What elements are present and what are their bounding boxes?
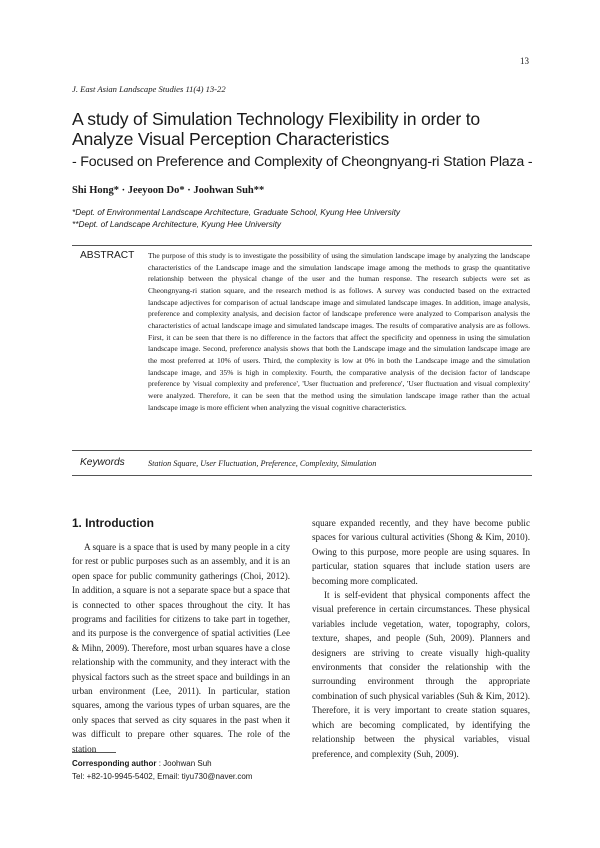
- keywords-text: Station Square, User Fluctuation, Preference, Complexity, Simulation: [148, 459, 377, 468]
- abstract-label: ABSTRACT: [80, 250, 135, 261]
- paper-title: A study of Simulation Technology Flexibility in order to Analyze Visual Perception Characteristics: [72, 109, 481, 149]
- body-paragraph: square expanded recently, and they have become public spaces for various cultural activities (Shong & Kim, 2010). Owing to this purpose, more people are using squares. In particular, station squares that include station users are becoming more complicated.: [312, 518, 530, 586]
- affiliation-line: **Dept. of Landscape Architecture, Kyung Hee University: [72, 218, 282, 229]
- body-column-left: [72, 540, 290, 756]
- affiliation-line: *Dept. of Environmental Landscape Architecture, Graduate School, Kyung Hee University: [72, 207, 401, 217]
- footnote-rule: [72, 752, 116, 753]
- corresponding-author-name: : Joohwan Suh: [158, 759, 212, 768]
- journal-reference: J. East Asian Landscape Studies 11(4) 13-22: [72, 84, 226, 94]
- abstract-top-rule: [72, 245, 532, 246]
- author-list: Shi Hong* · Jeeyoon Do* · Joohwan Suh**: [72, 185, 265, 196]
- body-paragraph: It is self-evident that physical components affect the visual preference in certain circumstances. These physical variables include vegetation, water, topography, colors, texture, shapes, and people (Suh, 2009). Planners and designers are striving to create visually high-quality environments that consider the relationship with the surrounding environment through the appropriate combination of such physical variables (Suh & Kim, 2012). Therefore, it is very important to create station squares, which are becoming complicated, by identifying the relationship between the physical variables, visual preference, and complexity (Suh, 2009).: [312, 590, 530, 759]
- affiliations: [72, 207, 400, 230]
- corresponding-author-label: Corresponding author: [72, 759, 157, 768]
- contact-info: Tel: +82-10-9945-5402, Email: tiyu730@naver.com: [72, 771, 253, 781]
- keywords-label: Keywords: [80, 457, 125, 468]
- page-number: 13: [520, 56, 529, 66]
- body-paragraph: A square is a space that is used by many people in a city for rest or public purposes such as an assembly, and it is an open space for public community gatherings (Choi, 2012). In addition, a square is not a separate space but a space that is connected to other spaces throughout the city. It has programs and facilities for citizens to take part in together, and its purpose is the convergence of spatial activities (Lee & Mihn, 2009). Therefore, most urban squares have a close relationship with the community, and they interact with the physical factors such as the street space and buildings in an urban environment (Lee, 2011). In particular, station squares, among the various types of urban squares, are the only spaces that served as city squares in the past when it was difficult to prepare other squares. The role of the station: [72, 542, 290, 754]
- section-heading: 1. Introduction: [72, 516, 154, 530]
- footnote: [72, 758, 252, 783]
- abstract-text: The purpose of this study is to investigate the possibility of using the simulation landscape image by analyzing the landscape characteristics of the Landscape image and the simulation landscape image among the methods to grasp the quantitative relationship between the physical change of the user and the human response. The research subjects were set as Cheongnyang-ri station square, and the research method is as follows. A survey was conducted based on the extracted landscape adjectives for comparison of actual landscape image and simulated landscape images. In addition, image analysis, preference and complexity analysis, and decision factor of landscape preference were analyzed to Comparison analysis the characteristics of actual landscape image and simulated landscape images. The results of comparative analysis are as follows. First, it can be seen that there is no difference in the factors that affect the specificity and openness in using the simulation landscape image. Second, preference analysis shows that both the Landscape image and the simulation landscape image are the most preferred at 10% of users. Third, the complexity is low at 0% in both the Landscape image and the simulation landscape image, and 35% is high in complexity. Fourth, the comparative analysis of the decision factor of landscape preference by 'visual complexity and preference', 'User fluctuation and preference', 'User fluctuation and visual complexity' were analyzed. Therefore, it can be seen that the method using the simulation landscape image rather than the actual landscape image is more efficient when analyzing the visual cognitive characteristics.: [148, 251, 530, 412]
- body-column-right: [312, 516, 530, 761]
- corresponding-author: [72, 758, 252, 771]
- keywords-bottom-rule: [72, 475, 532, 476]
- paper-subtitle: - Focused on Preference and Complexity of Cheongnyang-ri Station Plaza -: [72, 154, 533, 170]
- keywords-top-rule: [72, 450, 532, 451]
